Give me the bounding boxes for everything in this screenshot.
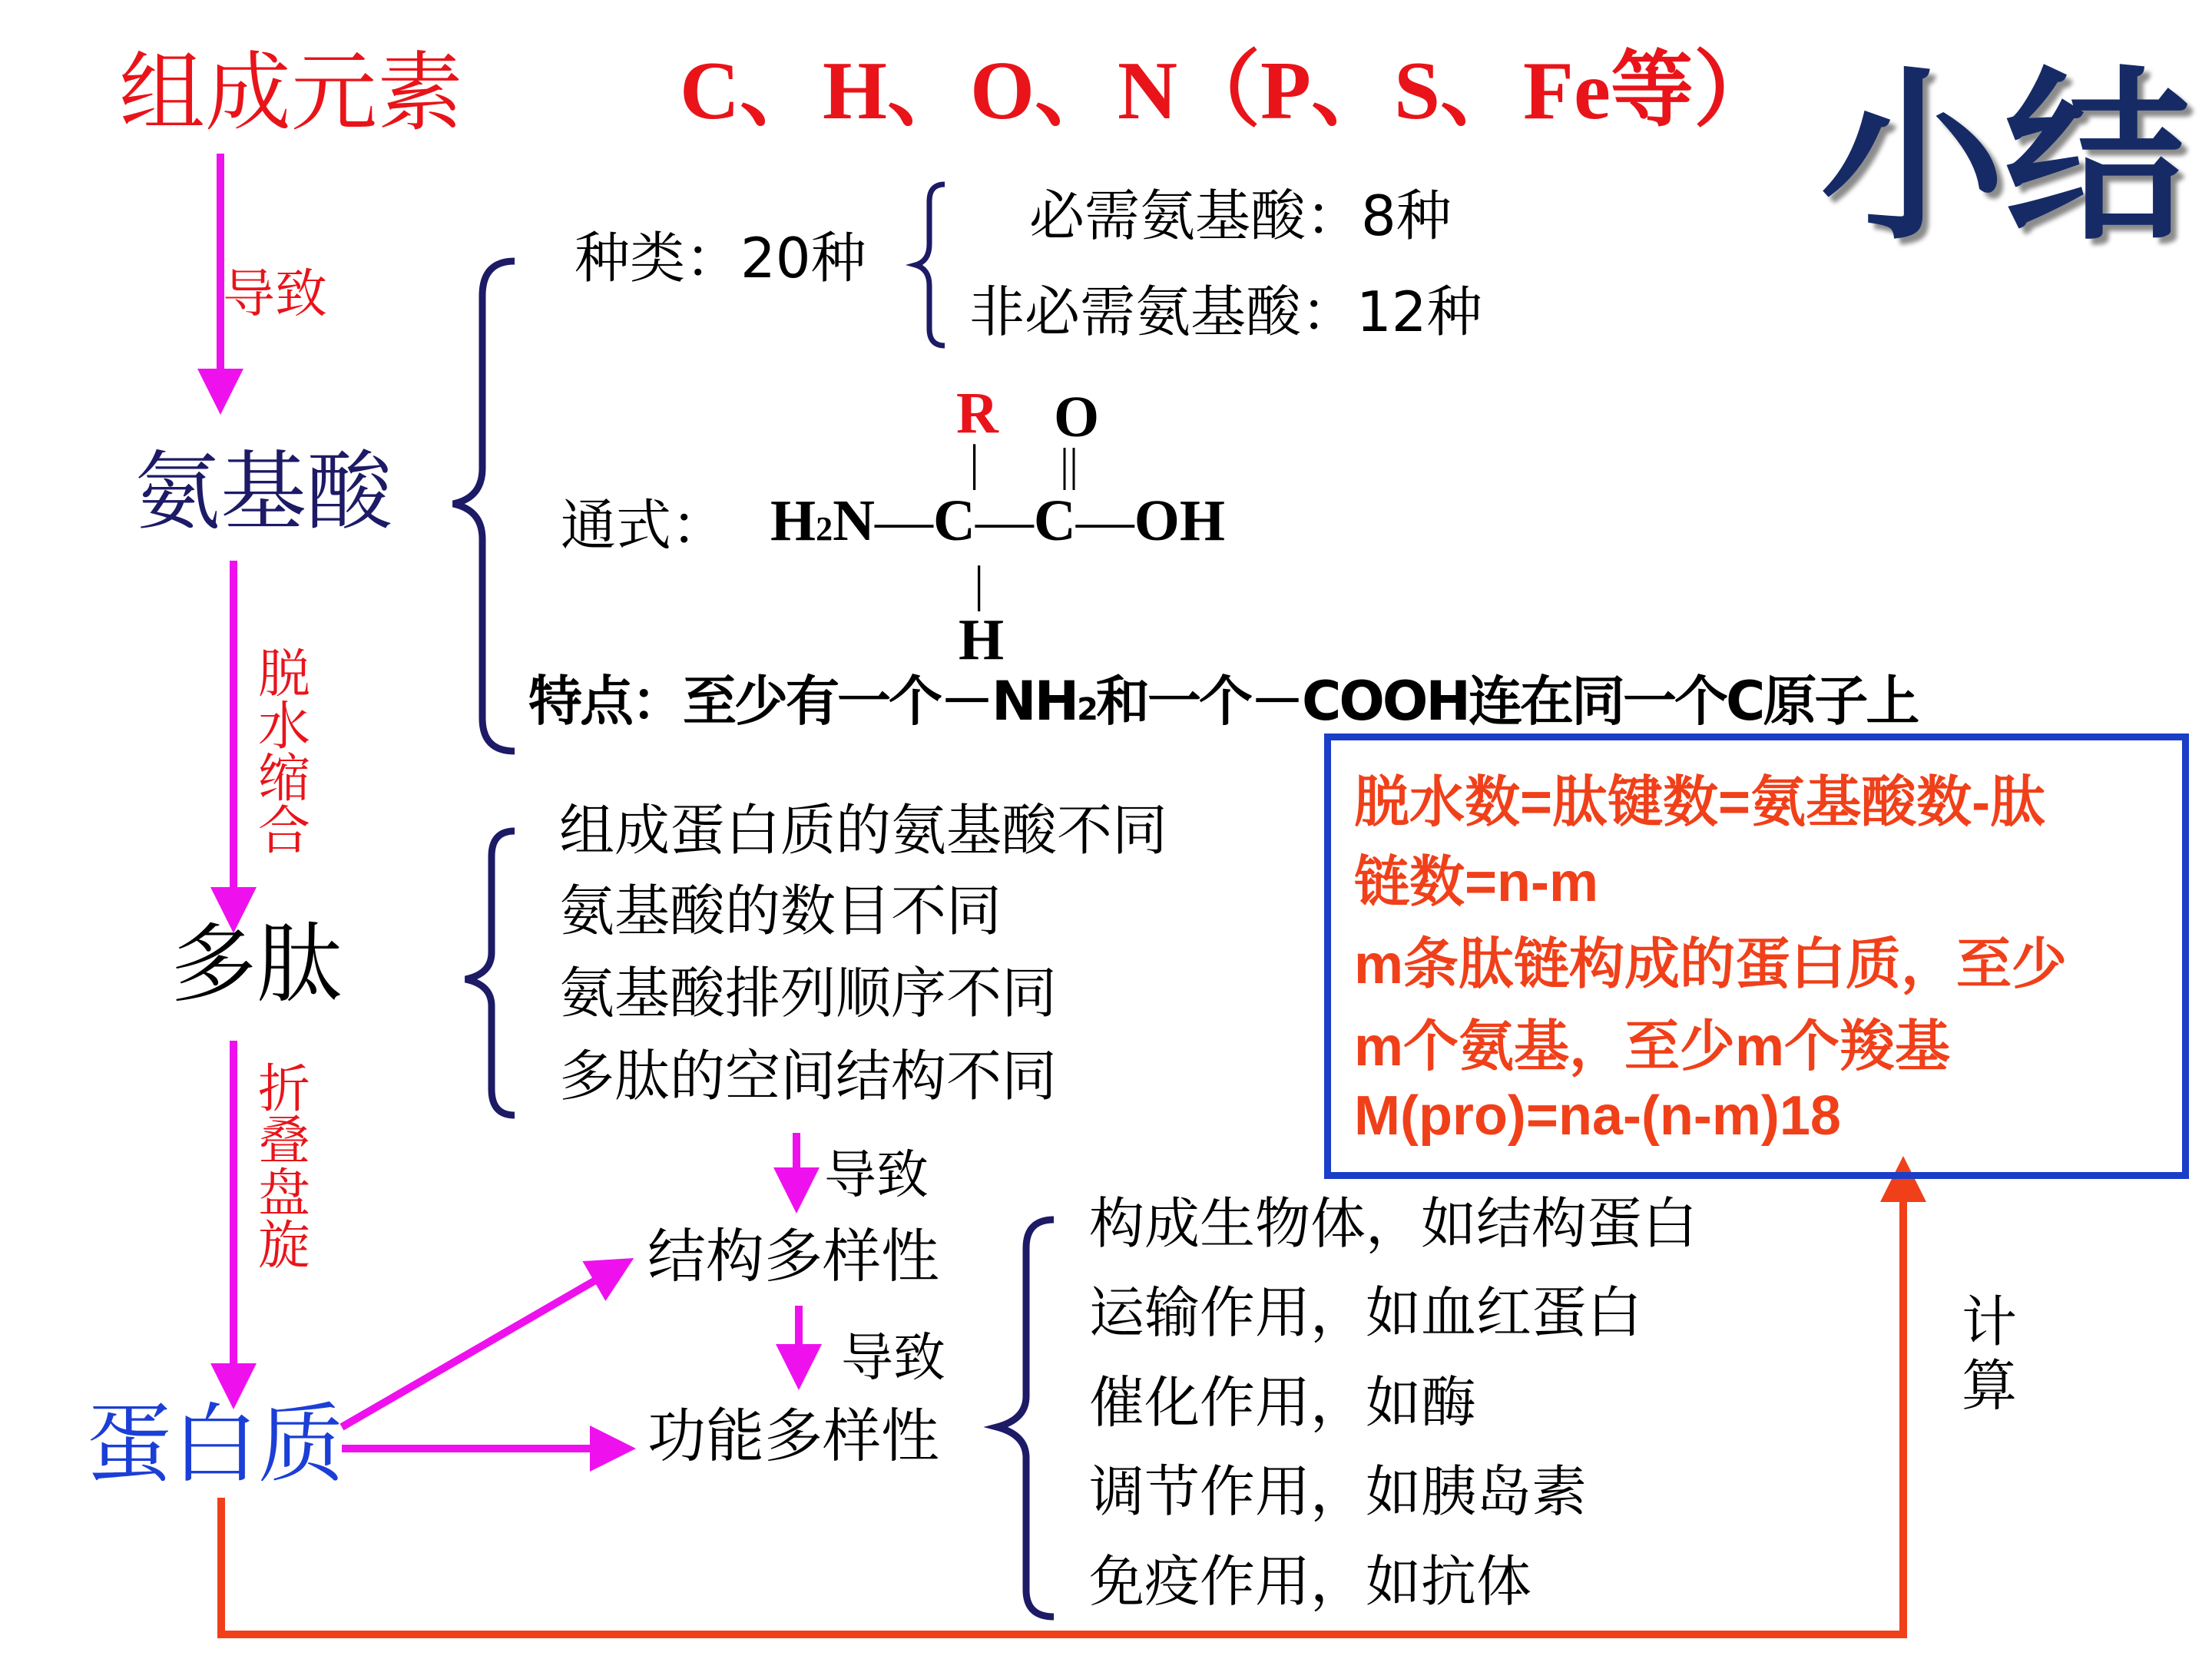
amino-nonessential: 非必需氨基酸：12种 — [969, 280, 1482, 344]
formula-box-line: M(pro)=na-(n-m)18 — [1354, 1085, 1841, 1147]
arrow-protein-to-structure — [342, 1266, 621, 1427]
amino-types: 种类：20种 — [575, 226, 866, 290]
element-list: C、H、O、N（P、S、Fe等） — [680, 45, 1777, 137]
formula-double-bond: || — [1060, 439, 1079, 490]
formula-r: R — [956, 381, 998, 445]
formula-box-line: 脱水数=肽键数=氨基酸数-肽 — [1354, 772, 2046, 833]
label-lead-to: 导致 — [223, 264, 328, 325]
node-structure-diversity: 结构多样性 — [647, 1222, 939, 1290]
reason-item: 组成蛋白质的氨基酸不同 — [559, 798, 1168, 863]
node-amino-acid: 氨基酸 — [134, 442, 392, 542]
function-item: 催化作用，如酶 — [1089, 1370, 1477, 1435]
formula-main: H2N—C—C—OH — [770, 488, 1226, 553]
summary-title: 小结 — [1820, 50, 2190, 265]
formula-h: H — [959, 608, 1005, 672]
amino-feature: 特点：至少有一个－NH2和一个－COOH连在同一个C原子上 — [528, 670, 1918, 733]
formula-box — [1324, 733, 2189, 1179]
node-protein: 蛋白质 — [86, 1395, 344, 1495]
brace-types — [916, 184, 945, 346]
node-polypeptide: 多肽 — [171, 915, 343, 1015]
formula-label: 通式： — [561, 493, 727, 558]
formula-box-line: m个氨基，至少m个羧基 — [1354, 1016, 1951, 1078]
formula-o: O — [1054, 385, 1100, 449]
reason-item: 氨基酸的数目不同 — [559, 879, 1002, 943]
reason-item: 多肽的空间结构不同 — [559, 1044, 1058, 1108]
label-lead-to-function: 导致 — [841, 1328, 946, 1389]
label-calculate: 计 算 — [1961, 1290, 2017, 1418]
formula-bond-r: | — [969, 435, 980, 491]
label-lead-to-structure: 导致 — [824, 1145, 929, 1206]
node-function-diversity: 功能多样性 — [647, 1402, 939, 1470]
brace-polypeptide — [465, 831, 515, 1115]
reason-item: 氨基酸排列顺序不同 — [559, 961, 1058, 1025]
amino-essential: 必需氨基酸：8种 — [1029, 184, 1452, 248]
brace-functions — [997, 1220, 1054, 1617]
function-item: 免疫作用，如抗体 — [1089, 1549, 1532, 1614]
function-item: 运输作用，如血红蛋白 — [1089, 1280, 1643, 1345]
node-elements: 组成元素 — [119, 43, 463, 143]
formula-box-line: 链数=n-m — [1354, 852, 1599, 913]
brace-aminoacid — [453, 261, 515, 751]
formula-bond-h: | — [974, 556, 985, 612]
label-folding: 折 叠 盘 旋 — [257, 1059, 310, 1277]
formula-box-line: m条肽链构成的蛋白质，至少 — [1354, 934, 2068, 995]
function-item: 构成生物体，如结构蛋白 — [1089, 1191, 1698, 1256]
label-dehydration: 脱 水 缩 合 — [257, 644, 310, 862]
function-item: 调节作用，如胰岛素 — [1089, 1459, 1588, 1524]
